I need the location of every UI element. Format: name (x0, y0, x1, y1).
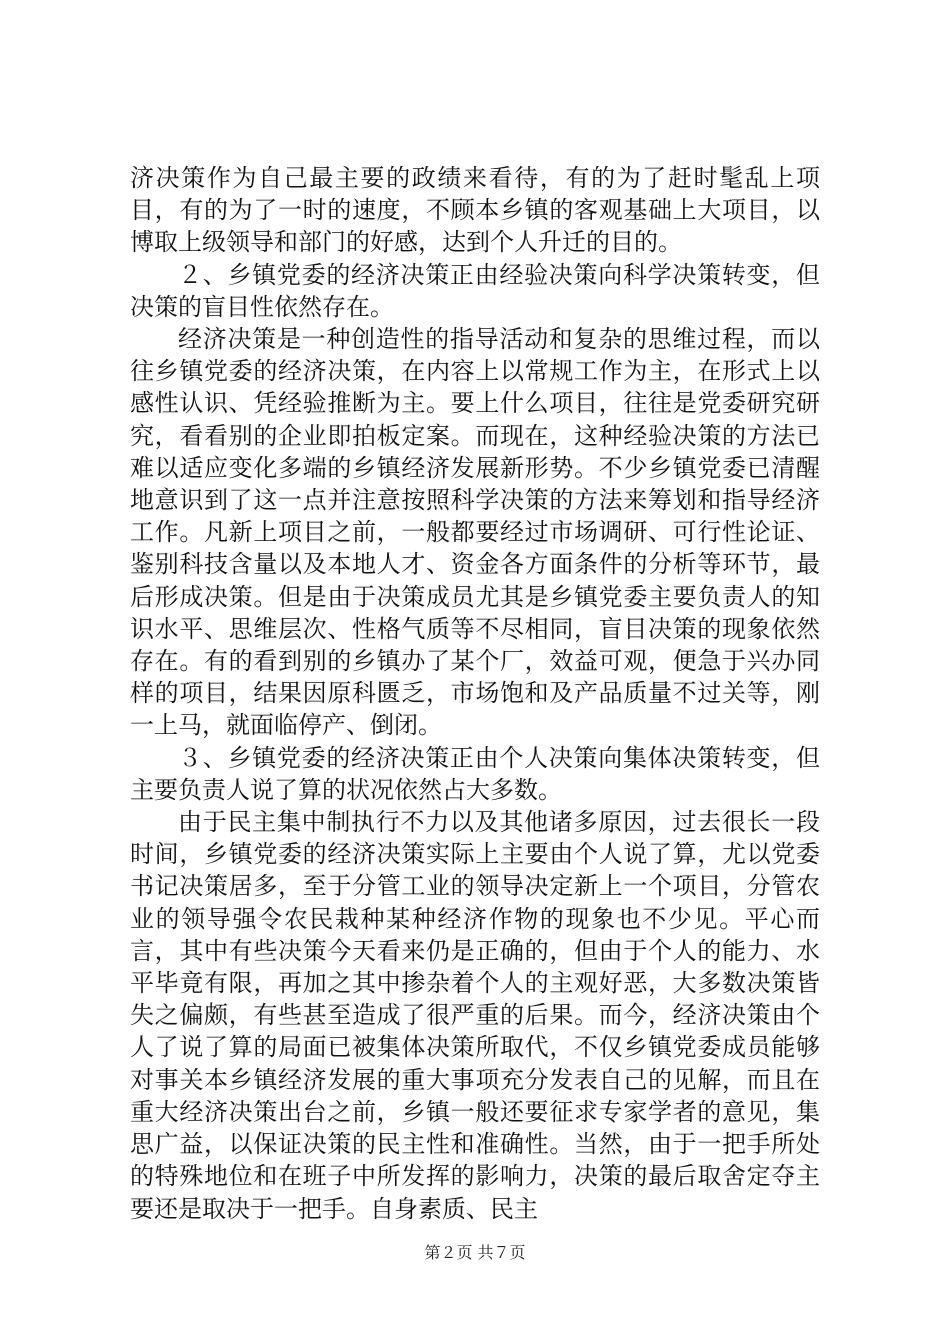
paragraph-body: 由于民主集中制执行不力以及其他诸多原因，过去很长一段时间，乡镇党委的经济决策实际上主要由个人说了算，尤以党委书记决策居多，至于分管工业的领导决定新上一个项目，分管农业的领导强令农民栽种某种经济作物的现象也不少见。平心而言，其中有些决策今天看来仍是正确的，但由于个人的能力、水平毕竟有限，再加之其中掺杂着个人的主观好恶，大多数决策皆失之偏颇，有些甚至造成了很严重的后果。而今，经济决策由个人了说了算的局面已被集体决策所取代，不仅乡镇党委成员能够对事关本乡镇经济发展的重大事项充分发表自己的见解，而且在重大经济决策出台之前，乡镇一般还要征求专家学者的意见，集思广益，以保证决策的民主性和准确性。当然，由于一把手所处的特殊地位和在班子中所发挥的影响力，决策的最后取舍定夺主要还是取决于一把手。自身素质、民主 (130, 808, 820, 1223)
paragraph-heading-3: ３、乡镇党委的经济决策正由个人决策向集体决策转变，但主要负责人说了算的状况依然占大多数。 (130, 743, 820, 804)
page-number-footer: 第２页 共７页 (424, 1243, 526, 1262)
document-body (130, 162, 820, 1225)
paragraph-body: 经济决策是一种创造性的指导活动和复杂的思维过程，而以往乡镇党委的经济决策，在内容上以常规工作为主，在形式上以感性认识、凭经验推断为主。要上什么项目，往往是党委研究研究，看看别的企业即拍板定案。而现在，这种经验决策的方法已难以适应变化多端的乡镇经济发展新形势。不少乡镇党委已清醒地意识到了这一点并注意按照科学决策的方法来筹划和指导经济工作。凡新上项目之前，一般都要经过市场调研、可行性论证、鉴别科技含量以及本地人才、资金各方面条件的分析等环节，最后形成决策。但是由于决策成员尤其是乡镇党委主要负责人的知识水平、思维层次、性格气质等不尽相同，盲目决策的现象依然存在。有的看到别的乡镇办了某个厂，效益可观，便急于兴办同样的项目，结果因原科匮乏，市场饱和及产品质量不过关等，刚一上马，就面临停产、倒闭。 (130, 325, 820, 740)
paragraph-heading-2: ２、乡镇党委的经济决策正由经验决策向科学决策转变，但决策的盲目性依然存在。 (130, 260, 820, 321)
paragraph-continued: 济决策作为自己最主要的政绩来看待，有的为了赶时髦乱上项目，有的为了一时的速度，不顾本乡镇的客观基础上大项目，以博取上级领导和部门的好感，达到个人升迁的目的。 (130, 164, 820, 257)
